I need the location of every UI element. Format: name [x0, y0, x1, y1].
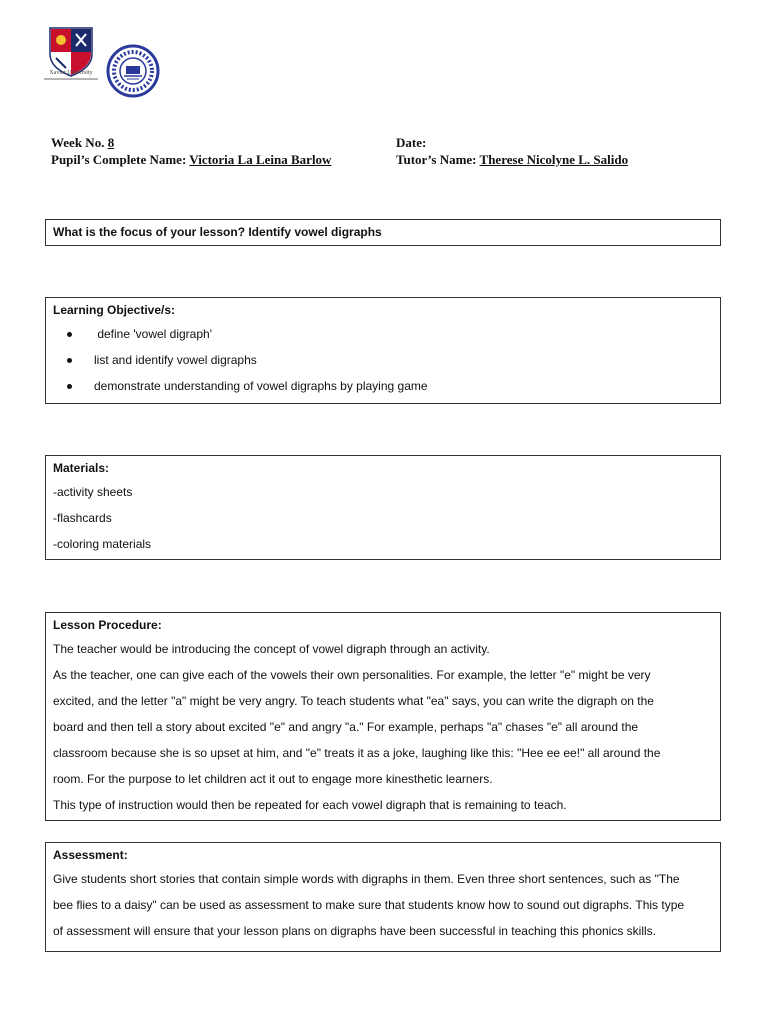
- assessment-line: Give students short stories that contain simple words with digraphs in them. Even three short sentences, such as "The: [53, 872, 680, 886]
- procedure-line: classroom because she is so upset at him, and "e" treats it as a joke, laughing like this: "Hee ee ee!" all around the: [53, 746, 661, 760]
- week-label: Week No.: [51, 135, 105, 150]
- procedure-line: board and then tell a story about excited "e" and angry "a." For example, perhaps "a" chases "e" all around the: [53, 720, 639, 734]
- tutor-name-label: Tutor’s Name:: [396, 152, 477, 167]
- procedure-line: room. For the purpose to let children act it out to engage more kinesthetic learners.: [53, 772, 493, 786]
- learning-objectives-box: [45, 297, 721, 404]
- school-seal-icon: [106, 44, 160, 98]
- pupil-name-line: [51, 151, 331, 168]
- lesson-focus-text: What is the focus of your lesson? Identify vowel digraphs: [53, 225, 382, 239]
- date-label: Date:: [396, 135, 427, 150]
- assessment-line: of assessment will ensure that your lesson plans on digraphs have been successful in teaching this phonics skills.: [53, 924, 656, 938]
- material-item: -flashcards: [53, 511, 112, 525]
- procedure-line: The teacher would be introducing the concept of vowel digraph through an activity.: [53, 642, 490, 656]
- objective-text: demonstrate understanding of vowel digraphs by playing game: [94, 379, 428, 393]
- bullet-icon: [67, 358, 72, 363]
- logos: [40, 24, 170, 104]
- week-number-line: [51, 134, 331, 151]
- objective-text: list and identify vowel digraphs: [94, 353, 257, 367]
- date-line: [396, 134, 628, 151]
- materials-title: Materials:: [53, 461, 110, 475]
- week-value: 8: [107, 135, 115, 150]
- bullet-icon: [67, 384, 72, 389]
- pupil-name-value: Victoria La Leina Barlow: [189, 152, 332, 167]
- assessment-line: bee flies to a daisy" can be used as assessment to make sure that students know how to sound out digraphs. This type: [53, 898, 685, 912]
- objective-item: [53, 347, 713, 373]
- procedure-line: As the teacher, one can give each of the vowels their own personalities. For example, the letter "e" might be very: [53, 668, 651, 682]
- xavier-university-caption: Xavier University: [49, 70, 93, 76]
- xavier-caption-rule: [44, 78, 98, 80]
- procedure-line: excited, and the letter "a" might be very angry. To teach students what "ea" says, you can write the digraph on the: [53, 694, 654, 708]
- materials-box: [45, 455, 721, 560]
- objective-item: [53, 321, 713, 347]
- procedure-line: This type of instruction would then be repeated for each vowel digraph that is remaining to teach.: [53, 798, 567, 812]
- tutor-name-value: Therese Nicolyne L. Salido: [479, 152, 629, 167]
- tutor-name-line: [396, 151, 628, 168]
- material-item: -coloring materials: [53, 537, 152, 551]
- assessment-box: [45, 842, 721, 952]
- xavier-university-crest-icon: [40, 24, 102, 86]
- lesson-procedure-box: [45, 612, 721, 821]
- header-left-column: [51, 134, 331, 168]
- assessment-title: Assessment:: [53, 848, 128, 862]
- learning-objectives-title: Learning Objective/s:: [53, 303, 176, 317]
- objective-text: define 'vowel digraph': [94, 327, 212, 341]
- material-item: -activity sheets: [53, 485, 133, 499]
- objective-item: [53, 373, 713, 399]
- header-right-column: [396, 134, 628, 168]
- lesson-procedure-title: Lesson Procedure:: [53, 618, 162, 632]
- lesson-focus-box: [45, 219, 721, 246]
- pupil-name-label: Pupil’s Complete Name:: [51, 152, 187, 167]
- bullet-icon: [67, 332, 72, 337]
